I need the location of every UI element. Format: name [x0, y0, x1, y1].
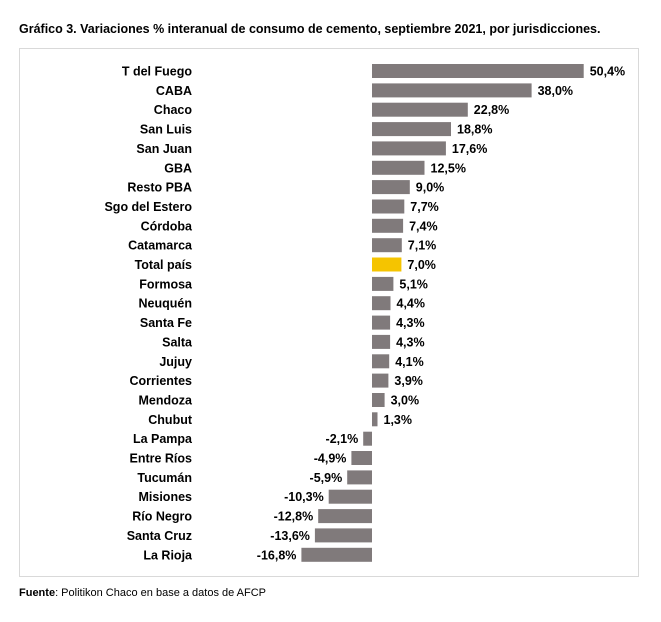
category-label: Total país	[134, 258, 192, 272]
source-label: Fuente	[19, 587, 56, 599]
value-label: 50,4%	[589, 64, 626, 79]
bar-corrientes	[372, 374, 388, 388]
bar-formosa	[372, 277, 393, 291]
category-label: Formosa	[139, 277, 192, 292]
value-label: 4,3%	[396, 335, 425, 350]
category-label: Entre Ríos	[129, 451, 192, 466]
value-label: 7,0%	[407, 258, 436, 272]
bar-la-pampa	[363, 432, 372, 446]
value-label: 1,3%	[383, 412, 412, 427]
category-label: Neuquén	[138, 296, 192, 311]
value-label: 3,0%	[390, 393, 420, 408]
bar-jujuy	[372, 354, 389, 368]
category-label: Misiones	[138, 490, 192, 505]
category-label: Catamarca	[128, 238, 192, 253]
value-label: 38,0%	[537, 83, 574, 98]
value-label: 7,7%	[410, 200, 439, 214]
bar-santa-fe	[372, 316, 390, 330]
bar-tucumán	[347, 470, 372, 484]
chart-frame	[19, 48, 639, 577]
value-label: 4,4%	[396, 296, 425, 311]
value-label: -2,1%	[325, 432, 359, 447]
bar-misiones	[329, 490, 372, 504]
category-label: San Luis	[139, 122, 192, 137]
category-label: Santa Fe	[139, 316, 192, 331]
value-label: -12,8%	[273, 509, 314, 524]
category-label: Santa Cruz	[126, 528, 192, 543]
value-label: 5,1%	[399, 277, 428, 292]
category-label: CABA	[155, 83, 192, 98]
value-label: -16,8%	[256, 548, 297, 563]
category-label: La Rioja	[143, 548, 192, 563]
bar-resto-pba	[372, 180, 410, 194]
bar-gba	[372, 161, 425, 175]
value-label: 7,1%	[407, 238, 437, 253]
bar-san-juan	[372, 141, 446, 155]
category-label: GBA	[164, 161, 192, 176]
category-label: Tucumán	[137, 470, 192, 485]
source-text: : Politikon Chaco en base a datos de AFCP	[55, 587, 267, 599]
bar-salta	[372, 335, 390, 349]
bar-t-del-fuego	[372, 64, 584, 78]
category-label: T del Fuego	[121, 64, 192, 79]
category-label: Corrientes	[129, 374, 192, 389]
bar-total-país	[372, 258, 401, 272]
bar-sgo-del-estero	[372, 200, 404, 214]
bar-río-negro	[318, 509, 372, 523]
bar-catamarca	[372, 238, 402, 252]
value-label: 4,1%	[395, 354, 424, 369]
chart-title: Gráfico 3. Variaciones % interanual de consumo de cemento, septiembre 2021, por jurisdicciones.	[19, 22, 601, 36]
category-label: Chaco	[153, 103, 192, 118]
bar-neuquén	[372, 296, 391, 310]
category-label: Chubut	[148, 412, 192, 427]
value-label: -13,6%	[270, 528, 310, 543]
category-label: Jujuy	[159, 354, 192, 369]
value-label: 3,9%	[394, 374, 423, 389]
bar-córdoba	[372, 219, 403, 233]
value-label: 4,3%	[396, 316, 425, 331]
value-label: 17,6%	[451, 141, 488, 156]
bar-caba	[372, 83, 532, 97]
category-label: Mendoza	[138, 393, 192, 408]
bar-la-rioja	[301, 548, 372, 562]
category-label: Resto PBA	[127, 180, 192, 195]
value-label: -10,3%	[284, 490, 324, 505]
bar-mendoza	[372, 393, 385, 407]
value-label: 22,8%	[473, 103, 510, 118]
source-note	[19, 587, 266, 599]
value-label: 18,8%	[457, 122, 493, 137]
bar-entre-ríos	[351, 451, 372, 465]
category-label: La Pampa	[132, 432, 192, 447]
bar-santa-cruz	[315, 528, 372, 542]
bar-chart	[20, 49, 638, 576]
value-label: -4,9%	[313, 451, 347, 466]
category-label: Salta	[162, 335, 192, 350]
category-label: Córdoba	[140, 219, 192, 234]
value-label: 7,4%	[409, 219, 438, 234]
bar-san-luis	[372, 122, 451, 136]
value-label: 12,5%	[430, 161, 466, 176]
value-label: -5,9%	[309, 470, 343, 485]
bar-chubut	[372, 412, 378, 426]
category-label: San Juan	[136, 141, 192, 156]
value-label: 9,0%	[415, 180, 445, 195]
category-label: Sgo del Estero	[104, 200, 192, 214]
category-label: Río Negro	[132, 509, 192, 524]
bar-chaco	[372, 103, 468, 117]
